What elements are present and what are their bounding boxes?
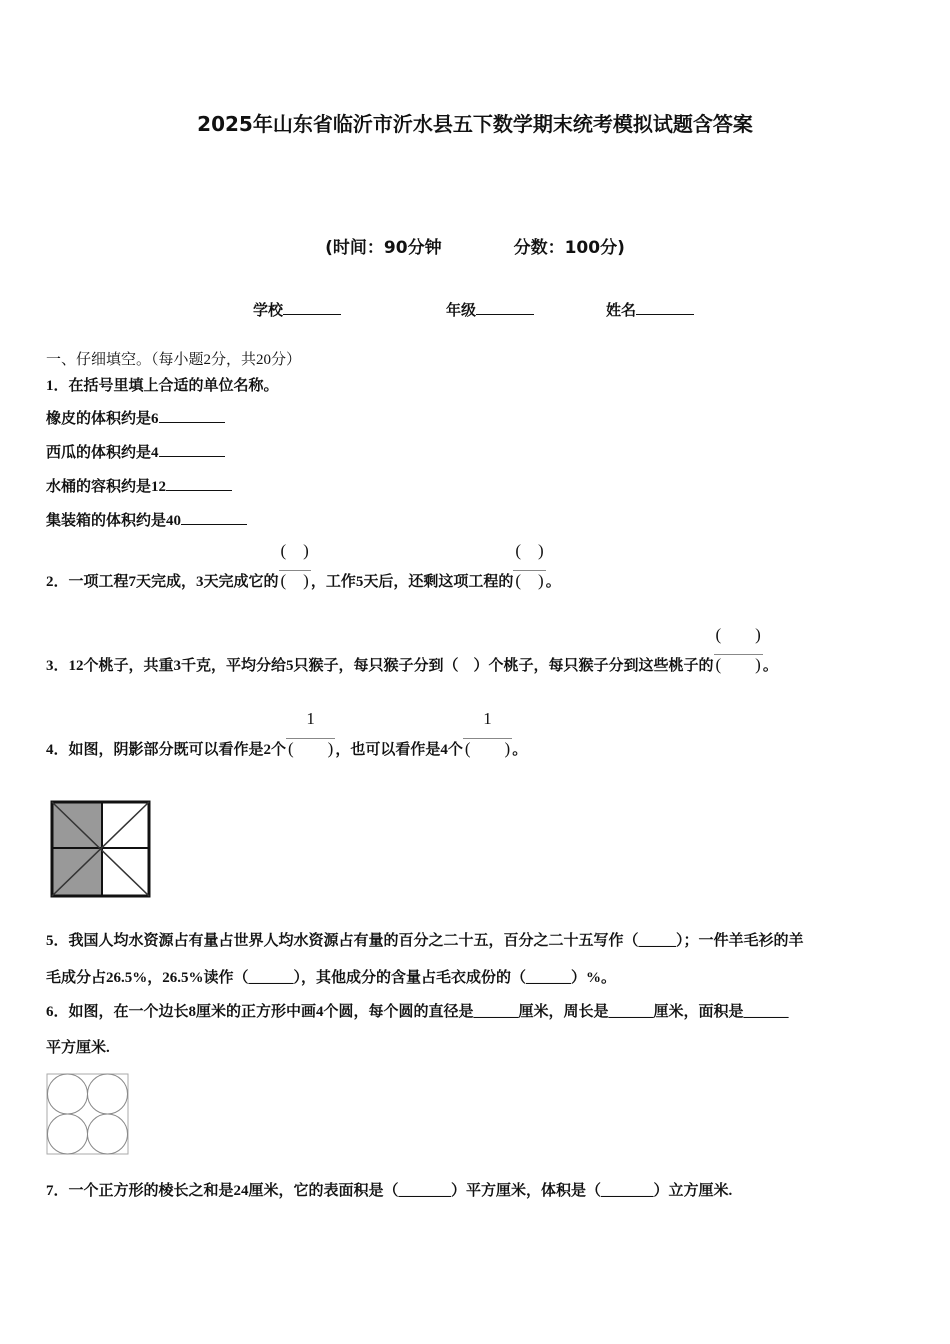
school-field[interactable] xyxy=(253,301,341,321)
fraction-blank[interactable]: ( ) ( ) xyxy=(280,541,309,590)
question-5-line-2: 毛成分占26.5%，26.5%读作（______），其他成分的含量占毛衣成份的（______）%。 xyxy=(46,970,617,986)
question-3: 3．12个桃子，共重3千克，平均分给5只猴子，每只猴子分到（ ）个桃子，每只猴子分到这些桃子的 ( ) ( ) 。 xyxy=(46,625,778,674)
four-circles-figure xyxy=(46,1073,130,1155)
total-score: 分数：100分) xyxy=(513,238,625,258)
question-6-line-2: 平方厘米. xyxy=(46,1040,110,1056)
grade-field[interactable] xyxy=(446,301,534,321)
shaded-rectangle-figure xyxy=(50,800,152,898)
section-heading: 一、仔细填空。（每小题2分，共20分） xyxy=(46,352,302,368)
name-label: 姓名 xyxy=(606,303,637,319)
q1-item: 水桶的容积约是12 xyxy=(46,477,232,497)
school-label: 学校 xyxy=(253,303,284,319)
q1-item: 集装箱的体积约是40 xyxy=(46,511,247,531)
question-4: 4．如图，阴影部分既可以看作是2个 1 ( ) ，也可以看作是4个 1 ( ) 。 xyxy=(46,709,528,758)
fraction-blank[interactable]: 1 ( ) xyxy=(464,709,511,758)
question-1: 1．在括号里填上合适的单位名称。 xyxy=(46,378,279,394)
fraction-blank[interactable]: ( ) ( ) xyxy=(715,625,761,674)
name-field[interactable] xyxy=(606,301,694,321)
exam-meta xyxy=(0,238,950,258)
question-5-line-1: 5．我国人均水资源占有量占世界人均水资源占有量的百分之二十五，百分之二十五写作（_____）；一件羊毛衫的羊 xyxy=(46,933,804,949)
grade-label: 年级 xyxy=(446,303,477,319)
q1-item: 橡皮的体积约是6 xyxy=(46,409,225,429)
question-2: 2．一项工程7天完成，3天完成它的 ( ) ( ) ，工作5天后，还剩这项工程的 ( ) ( ) 。 xyxy=(46,541,561,590)
fraction-blank[interactable]: ( ) ( ) xyxy=(515,541,544,590)
page-title: 2025年山东省临沂市沂水县五下数学期末统考模拟试题含答案 xyxy=(197,112,753,136)
q1-item: 西瓜的体积约是4 xyxy=(46,443,225,463)
question-6-line-1: 6．如图，在一个边长8厘米的正方形中画4个圆，每个圆的直径是______厘米，周长是______厘米，面积是______ xyxy=(46,1004,789,1020)
question-7: 7．一个正方形的棱长之和是24厘米，它的表面积是（_______）平方厘米，体积是（_______）立方厘米. xyxy=(46,1183,733,1199)
fraction-blank[interactable]: 1 ( ) xyxy=(288,709,334,758)
time-limit: (时间：90分钟 xyxy=(325,238,442,258)
